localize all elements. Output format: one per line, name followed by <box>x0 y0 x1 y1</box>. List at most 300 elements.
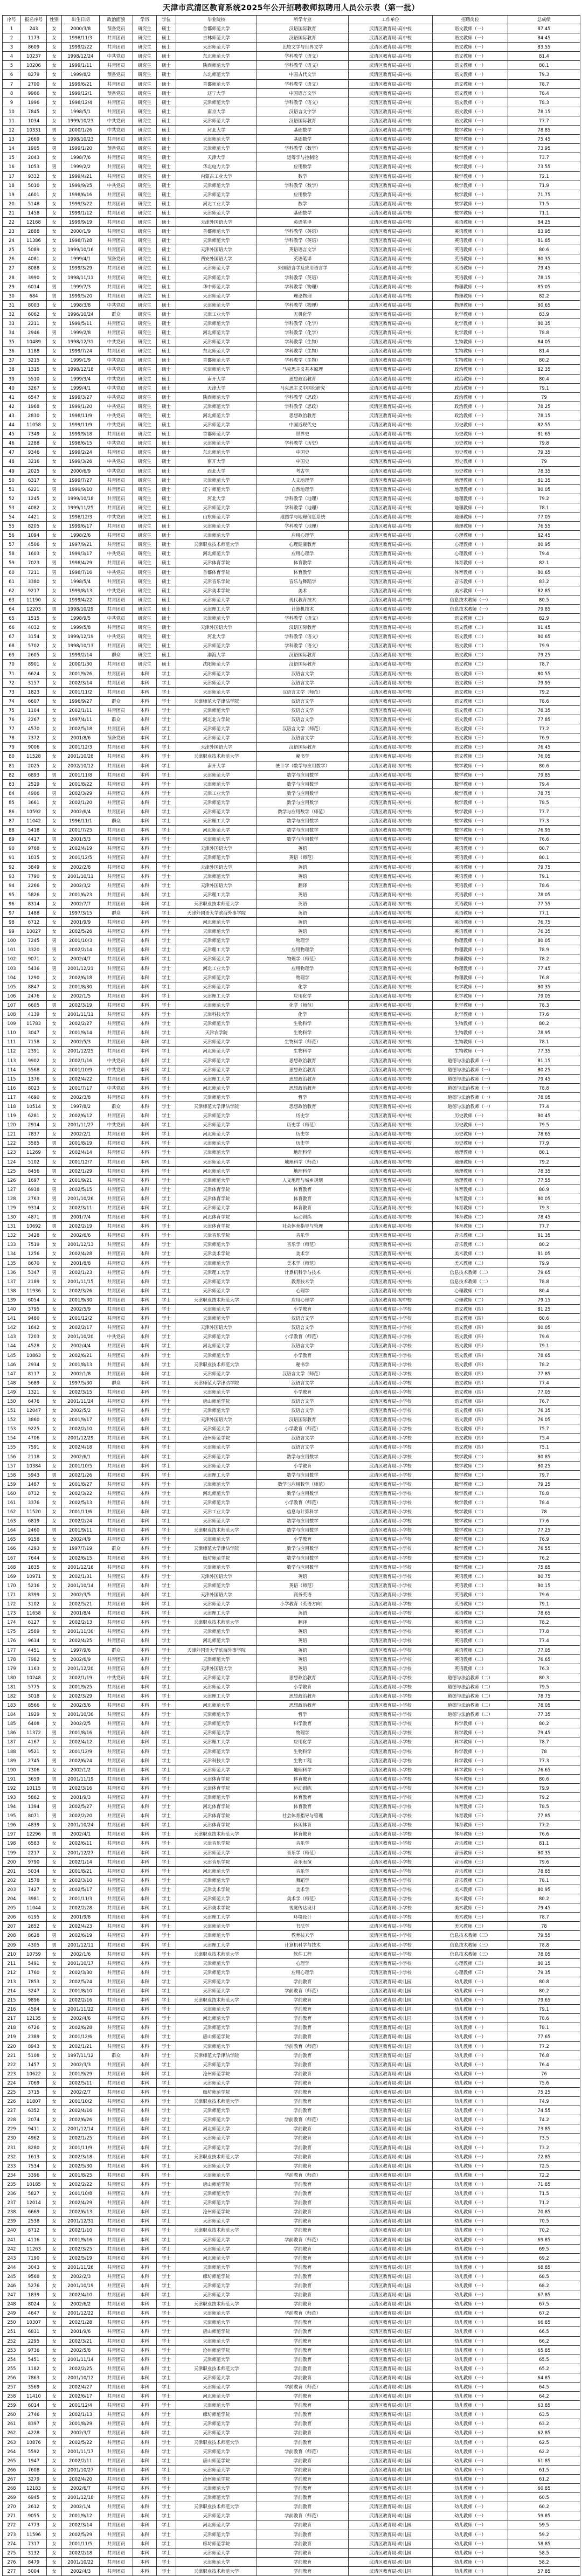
table-cell: 学前教育 <box>257 2281 349 2290</box>
table-cell: 共青团员 <box>100 1618 133 1627</box>
table-cell: 1998/9/5 <box>62 614 100 623</box>
table-cell: 80.35 <box>508 982 580 991</box>
table-cell: 79.25 <box>508 1479 580 1488</box>
table-cell: 河北师范大学 <box>176 2253 257 2262</box>
table-cell: 天津师范大学 <box>176 733 257 743</box>
table-cell: 60.2 <box>508 2502 580 2511</box>
table-cell: 学前教育 <box>257 1977 349 1986</box>
table-cell: 廊坊师范学院 <box>176 2272 257 2281</box>
table-cell: 男 <box>47 788 62 798</box>
table-cell: 179 <box>3 1664 21 1673</box>
table-cell: 1999/2/2 <box>62 162 100 171</box>
table-cell: 2746 <box>21 2410 47 2419</box>
table-cell: 共青团员 <box>100 1047 133 1056</box>
table-cell: 女 <box>47 1793 62 1802</box>
table-row <box>3 650 580 660</box>
table-cell: 214 <box>3 1986 21 1995</box>
table-cell: 学士 <box>157 1305 176 1314</box>
table-cell: 学前教育 <box>257 2152 349 2161</box>
table-cell: 音乐学（师范） <box>257 1848 349 1857</box>
table-cell: 78.3 <box>508 1000 580 1009</box>
table-cell: 本科 <box>133 1949 157 1958</box>
table-cell: 99 <box>3 927 21 936</box>
table-cell: 78.4 <box>508 1498 580 1507</box>
table-cell: 69.85 <box>508 2235 580 2244</box>
table-cell: 廊坊师范学院 <box>176 1553 257 1562</box>
table-cell: 美术学（师范） <box>257 1894 349 1903</box>
table-cell: 10185 <box>21 2179 47 2189</box>
table-cell: 女 <box>47 2051 62 2060</box>
table-cell: 天津师范大学 <box>176 2041 257 2051</box>
table-cell: 本科 <box>133 696 157 705</box>
table-cell: 语文教师（四） <box>433 1424 508 1434</box>
table-cell: 汉语言文学 <box>257 696 349 705</box>
table-cell: 152 <box>3 1415 21 1424</box>
table-cell: 体育教学 <box>257 567 349 577</box>
table-cell: 2002/4/23 <box>62 1922 100 1931</box>
table-cell: 美术学（师范） <box>257 1258 349 1268</box>
table-cell: 男 <box>47 945 62 954</box>
table-cell: 1999/10/16 <box>62 245 100 254</box>
table-cell: 武清区教育局-初中校 <box>349 724 433 733</box>
table-cell: 学士 <box>157 1562 176 1571</box>
table-cell: 男 <box>47 1166 62 1175</box>
table-cell: 2001/10/8 <box>62 2189 100 2198</box>
table-cell: 共青团员 <box>100 2097 133 2106</box>
table-cell: 77.3 <box>508 816 580 826</box>
table-cell: 中共党员 <box>100 466 133 475</box>
table-cell: 6669 <box>21 2207 47 2217</box>
table-cell: 武清区教育局-高中校 <box>349 171 433 181</box>
table-cell: 武清区教育局-初中校 <box>349 641 433 650</box>
table-cell: 77.05 <box>508 1645 580 1654</box>
table-cell: 10206 <box>21 61 47 70</box>
table-cell: 2002/5/29 <box>62 2530 100 2539</box>
table-row <box>3 1866 580 1875</box>
table-cell: 应用心理学 <box>257 1295 349 1304</box>
table-row <box>3 1701 580 1710</box>
table-cell: 本科 <box>133 2198 157 2207</box>
table-cell: 数学与应用数学 <box>257 1526 349 1535</box>
table-cell: 天津师范大学 <box>176 439 257 448</box>
table-cell: 11520 <box>21 1507 47 1516</box>
table-cell: 共青团员 <box>100 1977 133 1986</box>
table-cell: 128 <box>3 1194 21 1203</box>
table-cell: 天津师范大学 <box>176 1148 257 1157</box>
table-cell: 80.6 <box>508 761 580 770</box>
table-row <box>3 208 580 217</box>
table-cell: 舞蹈学 <box>257 1875 349 1885</box>
table-cell: 学科教学（语文） <box>257 641 349 650</box>
table-cell: 男 <box>47 1213 62 1222</box>
page-title: 天津市武清区教育系统2025年公开招聘教师拟聘用人员公示表（第一批） <box>163 4 419 12</box>
table-cell: 英语教师（二） <box>433 1571 508 1581</box>
table-cell: 78.75 <box>508 1691 580 1700</box>
table-cell: 2001/8/19 <box>62 1139 100 1148</box>
table-cell: 群众 <box>100 715 133 724</box>
table-cell: 共青团员 <box>100 1185 133 1194</box>
table-cell: 学士 <box>157 2235 176 2244</box>
table-cell: 学士 <box>157 1102 176 1111</box>
table-cell: 女 <box>47 2465 62 2474</box>
table-cell: 学士 <box>157 1000 176 1009</box>
table-cell: 7853 <box>21 1977 47 1986</box>
table-cell: 天津外国语大学 <box>176 1664 257 1673</box>
table-cell: 计算机技术 <box>257 604 349 613</box>
table-cell: 廊坊师范学院 <box>176 2539 257 2548</box>
table-cell: 研究生 <box>133 503 157 512</box>
table-cell: 11058 <box>21 420 47 430</box>
table-cell: 地理教师（一） <box>433 512 508 521</box>
table-cell: 9332 <box>21 171 47 181</box>
table-cell: 本科 <box>133 779 157 788</box>
table-cell: 2001/10/27 <box>62 2465 100 2474</box>
table-cell: 80.1 <box>508 1148 580 1157</box>
table-cell: 学士 <box>157 1037 176 1047</box>
table-cell: 59.2 <box>508 2530 580 2539</box>
table-cell: 数学教师（一） <box>433 788 508 798</box>
table-cell: 共青团员 <box>100 1664 133 1673</box>
table-cell: 学前教育 <box>257 2088 349 2097</box>
table-cell: 武清区教育局-初中校 <box>349 1148 433 1157</box>
table-cell: 地理科学 <box>257 1166 349 1175</box>
table-cell: 2002/5/18 <box>62 724 100 733</box>
table-cell: 46 <box>3 439 21 448</box>
table-cell: 武清区教育局-幼儿园 <box>349 2336 433 2345</box>
table-cell: 132 <box>3 1231 21 1240</box>
table-cell: 武清区教育局-高中校 <box>349 309 433 318</box>
table-cell: 西安外国语大学 <box>176 254 257 264</box>
table-cell: 2002/5/8 <box>62 2345 100 2355</box>
table-cell: 2002/3/21 <box>62 2336 100 2345</box>
table-cell: 武清区教育局-初中校 <box>349 807 433 816</box>
table-cell: 共青团员 <box>100 475 133 484</box>
table-cell: 学士 <box>157 2198 176 2207</box>
table-cell: 天津职业技术师范大学 <box>176 752 257 761</box>
table-cell: 小学教育 <box>257 1387 349 1396</box>
table-row <box>3 1498 580 1507</box>
table-cell: 汉语言文学 <box>257 1378 349 1387</box>
table-cell: 129 <box>3 1203 21 1213</box>
table-cell: 语文教师（四） <box>433 1341 508 1351</box>
table-cell: 本科 <box>133 1461 157 1470</box>
table-cell: 本科 <box>133 1857 157 1866</box>
table-cell: 幼儿教师（一） <box>433 2401 508 2410</box>
table-cell: 体育教育 <box>257 1802 349 1811</box>
table-cell: 本科 <box>133 1747 157 1756</box>
table-cell: 陕西师范大学 <box>176 61 257 70</box>
table-cell: 7534 <box>21 2161 47 2170</box>
table-cell: 79.65 <box>508 1268 580 1277</box>
table-cell: 体育教师（一） <box>433 558 508 567</box>
table-cell: 75 <box>3 705 21 715</box>
table-cell: 女 <box>47 2428 62 2437</box>
table-cell: 武清区教育局-幼儿园 <box>349 2060 433 2069</box>
table-cell: 硕士 <box>157 264 176 273</box>
table-cell: 研究生 <box>133 448 157 457</box>
table-cell: 天津师范大学 <box>176 1120 257 1130</box>
table-cell: 天津师范大学 <box>176 1369 257 1378</box>
table-cell: 学士 <box>157 2548 176 2557</box>
table-cell: 9006 <box>21 743 47 752</box>
table-cell: 信息技术教师（三） <box>433 1940 508 1949</box>
table-row <box>3 973 580 982</box>
table-cell: 天津师范大学 <box>176 264 257 273</box>
table-cell: 78.6 <box>508 881 580 890</box>
table-cell: 2002/3/11 <box>62 1203 100 1213</box>
table-cell: 武清区教育局-幼儿园 <box>349 2474 433 2483</box>
table-cell: 女 <box>47 1553 62 1562</box>
table-cell: 2002/1/31 <box>62 1571 100 1581</box>
table-cell: 77.85 <box>508 715 580 724</box>
table-cell: 共青团员 <box>100 2456 133 2465</box>
table-cell: 3396 <box>21 2170 47 2179</box>
table-cell: 学前教育 <box>257 2520 349 2530</box>
table-cell: 3018 <box>21 1691 47 1700</box>
table-cell: 学前教育 <box>257 2069 349 2078</box>
table-cell: 幼儿教师（一） <box>433 2170 508 2179</box>
table-cell: 10592 <box>21 807 47 816</box>
table-cell: 2002/6/1 <box>62 1452 100 1461</box>
table-cell: 1642 <box>21 1323 47 1332</box>
table-cell: 8397 <box>21 2419 47 2428</box>
table-cell: 86 <box>3 807 21 816</box>
table-cell: 天津师范大学 <box>176 1056 257 1065</box>
table-cell: 8024 <box>21 2300 47 2309</box>
table-cell: 学士 <box>157 2069 176 2078</box>
table-cell: 幼儿教师（一） <box>433 2069 508 2078</box>
table-cell: 幼儿教师（一） <box>433 1986 508 1995</box>
table-cell: 学士 <box>157 1360 176 1369</box>
table-cell: 7519 <box>21 1240 47 1249</box>
table-cell: 语文教师（一） <box>433 33 508 43</box>
table-row <box>3 991 580 1000</box>
table-row <box>3 2262 580 2272</box>
table-cell: 英语教师（一） <box>433 844 508 853</box>
table-cell: 学前教育 <box>257 2005 349 2014</box>
table-cell: 4570 <box>21 724 47 733</box>
table-cell: 英语 <box>257 1664 349 1673</box>
table-row <box>3 1488 580 1498</box>
table-cell: 76.55 <box>508 1544 580 1553</box>
table-cell: 1998/5/4 <box>62 577 100 586</box>
table-cell: 研究生 <box>133 383 157 392</box>
table-row <box>3 52 580 61</box>
table-cell: 物理学 <box>257 973 349 982</box>
table-row <box>3 927 580 936</box>
table-cell: 38 <box>3 365 21 374</box>
table-cell: 学前教育 <box>257 2189 349 2198</box>
table-cell: 学士 <box>157 964 176 973</box>
table-cell: 英语教师（一） <box>433 264 508 273</box>
table-cell: 75.4 <box>508 1434 580 1443</box>
table-cell: 学前教育 <box>257 2401 349 2410</box>
table-cell: 学士 <box>157 1249 176 1258</box>
table-cell: 学士 <box>157 798 176 807</box>
table-cell: 女 <box>47 457 62 466</box>
table-cell: 共青团员 <box>100 1000 133 1009</box>
table-cell: 2001/9/26 <box>62 669 100 678</box>
table-cell: 武清区教育局-高中校 <box>349 337 433 347</box>
table-cell: 生物教师（一） <box>433 1037 508 1047</box>
table-cell: 本科 <box>133 715 157 724</box>
table-cell: 5 <box>3 61 21 70</box>
table-cell: 79.8 <box>508 439 580 448</box>
table-cell: 幼儿教师（一） <box>433 2437 508 2447</box>
table-cell: 女 <box>47 1710 62 1719</box>
table-cell: 88 <box>3 826 21 835</box>
table-cell: 幼儿教师（一） <box>433 2244 508 2253</box>
table-cell: 3267 <box>21 383 47 392</box>
table-cell: 应用心理学 <box>257 1968 349 1977</box>
table-row <box>3 24 580 33</box>
table-cell: 2001/10/24 <box>62 1820 100 1830</box>
table-cell: 天津外国语大学 <box>176 623 257 632</box>
table-cell: 学士 <box>157 1130 176 1139</box>
table-cell: 软件工程 <box>257 1949 349 1958</box>
table-cell: 4506 <box>21 540 47 549</box>
table-cell: 共青团员 <box>100 319 133 328</box>
table-cell: 本科 <box>133 881 157 890</box>
table-cell: 共青团员 <box>100 577 133 586</box>
table-cell: 2001/12/21 <box>62 964 100 973</box>
table-cell: 学前教育 <box>257 2557 349 2566</box>
table-cell: 2669 <box>21 135 47 144</box>
table-cell: 女 <box>47 715 62 724</box>
table-cell: 本科 <box>133 2124 157 2134</box>
table-cell: 美术教师（三） <box>433 1894 508 1903</box>
table-row <box>3 1894 580 1903</box>
table-cell: 共青团员 <box>100 743 133 752</box>
table-row <box>3 945 580 954</box>
table-cell: 133 <box>3 1240 21 1249</box>
table-cell: 数学教师（一） <box>433 153 508 162</box>
table-cell: 学士 <box>157 1415 176 1424</box>
table-cell: 学士 <box>157 1479 176 1488</box>
table-cell: 学士 <box>157 1047 176 1056</box>
table-cell: 251 <box>3 2327 21 2336</box>
table-cell: 天津师范大学 <box>176 835 257 844</box>
table-cell: 武清区教育局-幼儿园 <box>349 2115 433 2124</box>
table-cell: 武清区教育局-幼儿园 <box>349 2143 433 2152</box>
table-cell: 思想政治教育 <box>257 1701 349 1710</box>
table-cell: 3659 <box>21 1774 47 1783</box>
table-cell: 共青团员 <box>100 1719 133 1728</box>
table-cell: 汉语言文学 <box>257 1341 349 1351</box>
table-cell: 9217 <box>21 586 47 595</box>
table-cell: 2460 <box>21 1526 47 1535</box>
table-cell: 9480 <box>21 1314 47 1323</box>
table-cell: 76.55 <box>508 522 580 531</box>
table-cell: 英语 <box>257 909 349 918</box>
table-cell: 2001/10/3 <box>62 936 100 945</box>
table-cell: 85.05 <box>508 282 580 291</box>
table-cell: 群众 <box>100 696 133 705</box>
table-cell: 本科 <box>133 678 157 687</box>
table-cell: 数学与应用数学 <box>257 816 349 826</box>
table-cell: 2002/7/7 <box>62 899 100 908</box>
table-cell: 79.35 <box>508 1968 580 1977</box>
table-cell: 数学教师（二） <box>433 1479 508 1488</box>
table-cell: 武清区教育局-小学校 <box>349 1470 433 1479</box>
table-cell: 学士 <box>157 779 176 788</box>
table-cell: 硕士 <box>157 126 176 135</box>
table-cell: 研究生 <box>133 245 157 254</box>
table-row <box>3 1360 580 1369</box>
table-cell: 6547 <box>21 392 47 401</box>
table-cell: 学士 <box>157 2051 176 2060</box>
table-cell: 幼儿教师（一） <box>433 2456 508 2465</box>
table-cell: 女 <box>47 1913 62 1922</box>
table-cell: 学士 <box>157 1083 176 1092</box>
table-cell: 2002/1/5 <box>62 991 100 1000</box>
table-cell: 学士 <box>157 853 176 862</box>
table-cell: 本科 <box>133 2262 157 2272</box>
table-cell: 女 <box>47 1323 62 1332</box>
table-row <box>3 1571 580 1581</box>
table-cell: 243 <box>21 24 47 33</box>
table-cell: 共青团员 <box>100 1857 133 1866</box>
table-cell: 84 <box>3 788 21 798</box>
table-cell: 天津理工大学 <box>176 1470 257 1479</box>
table-cell: 天津师范大学 <box>176 1203 257 1213</box>
table-cell: 数学教师（一） <box>433 199 508 208</box>
table-cell: 武清区教育局-初中校 <box>349 623 433 632</box>
table-cell: 学士 <box>157 1719 176 1728</box>
table-cell: 2002/1/4 <box>62 2502 100 2511</box>
table-cell: 语文教师（四） <box>433 1387 508 1396</box>
table-cell: 2002/4/6 <box>62 2014 100 2023</box>
table-cell: 政治教师（一） <box>433 392 508 401</box>
table-cell: 数学与应用数学 <box>257 788 349 798</box>
table-cell: 1999/3/4 <box>62 374 100 383</box>
table-cell: 本科 <box>133 2134 157 2143</box>
table-cell: 166 <box>3 1544 21 1553</box>
table-cell: 2002/2/7 <box>62 2088 100 2097</box>
table-cell: 10307 <box>21 2318 47 2327</box>
table-cell: 东北师范大学 <box>176 347 257 356</box>
table-cell: 河北师范大学 <box>176 1083 257 1092</box>
table-cell: 廊坊师范学院 <box>176 2410 257 2419</box>
table-cell: 77.55 <box>508 899 580 908</box>
table-row <box>3 2244 580 2253</box>
table-cell: 共青团员 <box>100 1231 133 1240</box>
table-cell: 数学与应用数学 <box>257 1562 349 1571</box>
table-row <box>3 1341 580 1351</box>
table-cell: 研究生 <box>133 347 157 356</box>
table-row <box>3 2474 580 2483</box>
table-cell: 共青团员 <box>100 2484 133 2493</box>
table-cell: 266 <box>3 2465 21 2474</box>
table-cell: 武清区教育局-小学校 <box>349 1609 433 1618</box>
table-cell: 武清区教育局-高中校 <box>349 439 433 448</box>
table-cell: 南开大学 <box>176 374 257 383</box>
table-cell: 6607 <box>21 696 47 705</box>
table-cell: 112 <box>3 1047 21 1056</box>
table-cell: 武清区教育局-幼儿园 <box>349 2217 433 2226</box>
table-cell: 美术教师（三） <box>433 1922 508 1931</box>
table-cell: 翻译 <box>257 881 349 890</box>
table-cell: 共青团员 <box>100 522 133 531</box>
table-cell: 42 <box>3 401 21 411</box>
announcement-table <box>2 15 580 2576</box>
table-cell: 学士 <box>157 2262 176 2272</box>
table-cell: 天津师范大学 <box>176 2078 257 2087</box>
table-cell: 硕士 <box>157 153 176 162</box>
table-cell: 本科 <box>133 1047 157 1056</box>
table-cell: 语文教师（一） <box>433 116 508 125</box>
table-cell: 78.25 <box>508 401 580 411</box>
